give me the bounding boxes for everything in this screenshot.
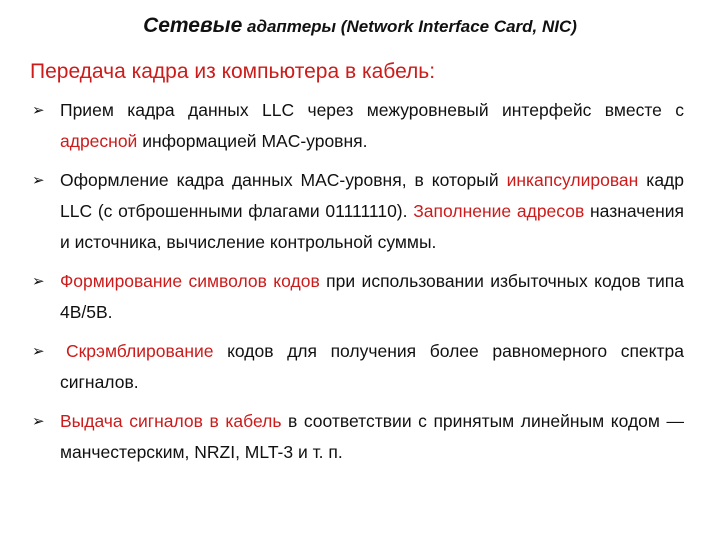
arrowhead-bullet-icon: ➢ bbox=[32, 272, 45, 290]
section-subtitle: Передача кадра из компьютера в кабель: bbox=[30, 60, 436, 83]
arrowhead-bullet-icon: ➢ bbox=[32, 412, 45, 430]
bullet-item-llc-receive bbox=[32, 95, 684, 157]
highlighted-term: Заполнение адресов bbox=[413, 201, 585, 221]
bullet-item-mac-frame bbox=[32, 165, 684, 258]
slide-title-main: Сетевые bbox=[143, 14, 243, 37]
highlighted-term: Скрэмблирование bbox=[66, 341, 214, 361]
bullet-text: кодов для получения более равномерного спектра сигналов. bbox=[60, 341, 684, 392]
bullet-text: Прием кадра данных LLC через межуровневый интерфейс вместе с bbox=[60, 100, 684, 120]
highlighted-term: адресной bbox=[60, 131, 138, 151]
arrowhead-bullet-icon: ➢ bbox=[32, 342, 45, 360]
bullet-item-signal-output bbox=[32, 406, 684, 468]
bullet-list bbox=[32, 95, 684, 476]
bullet-text: кадр LLC (с отброшенными флагами 01111110). bbox=[60, 170, 684, 221]
bullet-text: назначения и источника, вычисление контрольной суммы. bbox=[60, 201, 684, 252]
highlighted-term: инкапсулирован bbox=[506, 170, 639, 190]
bullet-text: в соответствии с принятым линейным кодом — манчестерским, NRZI, MLT-3 и т. п. bbox=[60, 411, 684, 462]
bullet-item-code-symbols bbox=[32, 266, 684, 328]
arrowhead-bullet-icon: ➢ bbox=[32, 101, 45, 119]
bullet-text: информацией MAC-уровня. bbox=[137, 131, 368, 151]
highlighted-term: Выдача сигналов в кабель bbox=[60, 411, 282, 431]
bullet-item-scrambling bbox=[32, 336, 684, 398]
arrowhead-bullet-icon: ➢ bbox=[32, 171, 45, 189]
highlighted-term: Формирование символов кодов bbox=[60, 271, 320, 291]
bullet-text: при использовании избыточных кодов типа 4В/5В. bbox=[60, 271, 684, 322]
slide-title bbox=[0, 14, 720, 38]
bullet-text: Оформление кадра данных MAC-уровня, в который bbox=[60, 170, 507, 190]
slide-title-rest: адаптеры (Network Interface Card, NIC) bbox=[242, 17, 577, 36]
